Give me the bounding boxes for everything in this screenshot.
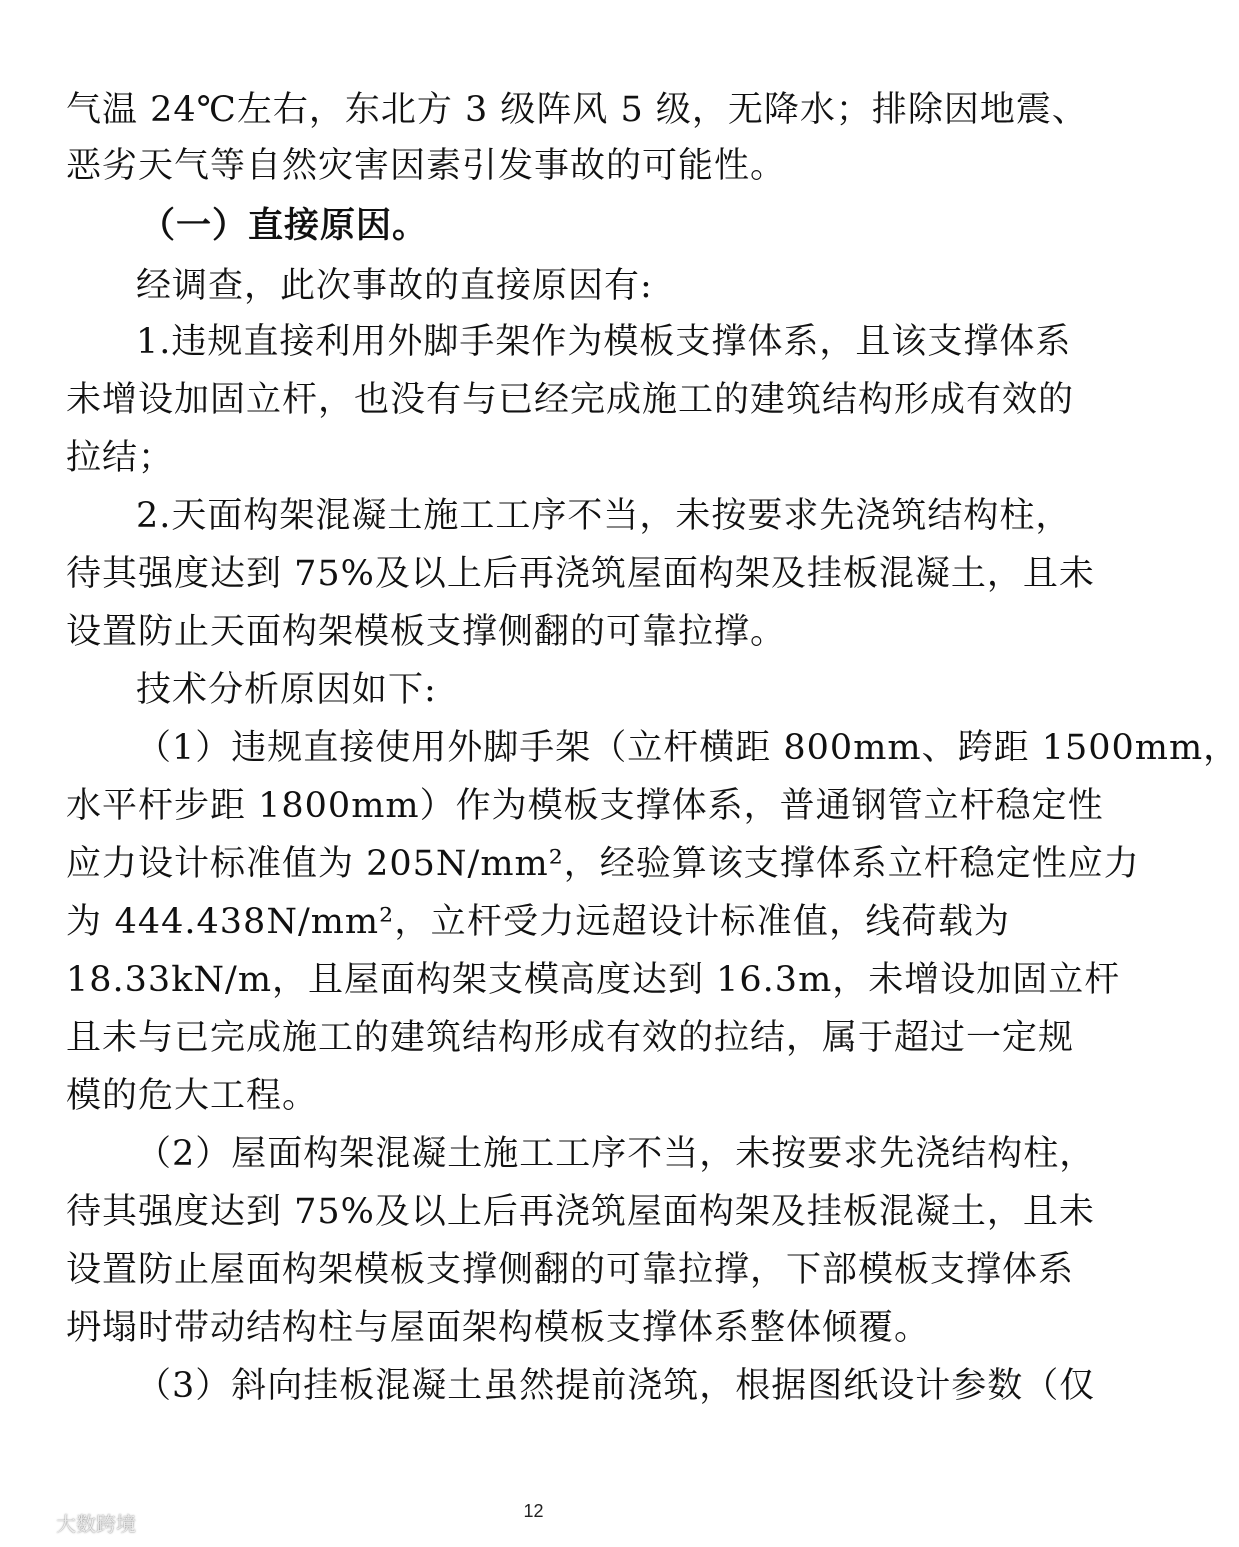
- body-text-line: 18.33kN/m，且屋面构架支模高度达到 16.3m，未增设加固立杆: [66, 960, 1121, 1000]
- body-text-line: （2）屋面构架混凝土施工工序不当，未按要求先浇结构柱，: [136, 1134, 1096, 1174]
- body-text-line: 且未与已完成施工的建筑结构形成有效的拉结，属于超过一定规: [66, 1018, 1075, 1058]
- page-number: 12: [523, 1501, 544, 1521]
- section-heading: （一）直接原因。: [140, 205, 429, 246]
- body-text-line: 坍塌时带动结构柱与屋面架构模板支撑体系整体倾覆。: [66, 1308, 931, 1348]
- body-text-line: （3）斜向挂板混凝土虽然提前浇筑，根据图纸设计参数（仅: [136, 1366, 1096, 1406]
- body-text-line: 水平杆步距 1800mm）作为模板支撑体系，普通钢管立杆稳定性: [66, 786, 1104, 826]
- weibo-logo-icon: [10, 1510, 50, 1534]
- body-text-line: 恶劣天气等自然灾害因素引发事故的可能性。: [66, 146, 787, 186]
- body-text-line: 设置防止天面构架模板支撑侧翻的可靠拉撑。: [66, 612, 787, 652]
- watermark: [10, 1510, 136, 1534]
- body-text-line: 气温 24℃左右，东北方 3 级阵风 5 级，无降水；排除因地震、: [66, 90, 1088, 130]
- watermark-text: 大数跨境: [56, 1511, 136, 1536]
- body-text-line: 应力设计标准值为 205N/mm²，经验算该支撑体系立杆稳定性应力: [66, 844, 1140, 884]
- body-text-line: 为 444.438N/mm²，立杆受力远超设计标准值，线荷载为: [66, 902, 1010, 942]
- body-text-line: 技术分析原因如下:: [136, 670, 437, 710]
- body-text-line: 待其强度达到 75%及以上后再浇筑屋面构架及挂板混凝土，且未: [66, 554, 1095, 594]
- body-text-line: 模的危大工程。: [66, 1076, 319, 1116]
- body-text-line: 经调查，此次事故的直接原因有:: [136, 266, 653, 306]
- body-text-line: 拉结；: [66, 438, 175, 478]
- body-text-line: 未增设加固立杆，也没有与已经完成施工的建筑结构形成有效的: [66, 380, 1075, 420]
- body-text-line: （1）违规直接使用外脚手架（立杆横距 800mm、跨距 1500mm，: [136, 728, 1239, 768]
- body-text-line: 待其强度达到 75%及以上后再浇筑屋面构架及挂板混凝土，且未: [66, 1192, 1095, 1232]
- body-text-line: 2.天面构架混凝土施工工序不当，未按要求先浇筑结构柱，: [136, 496, 1072, 536]
- body-text-line: 设置防止屋面构架模板支撑侧翻的可靠拉撑，下部模板支撑体系: [66, 1250, 1075, 1290]
- body-text-line: 1.违规直接利用外脚手架作为模板支撑体系，且该支撑体系: [136, 322, 1072, 362]
